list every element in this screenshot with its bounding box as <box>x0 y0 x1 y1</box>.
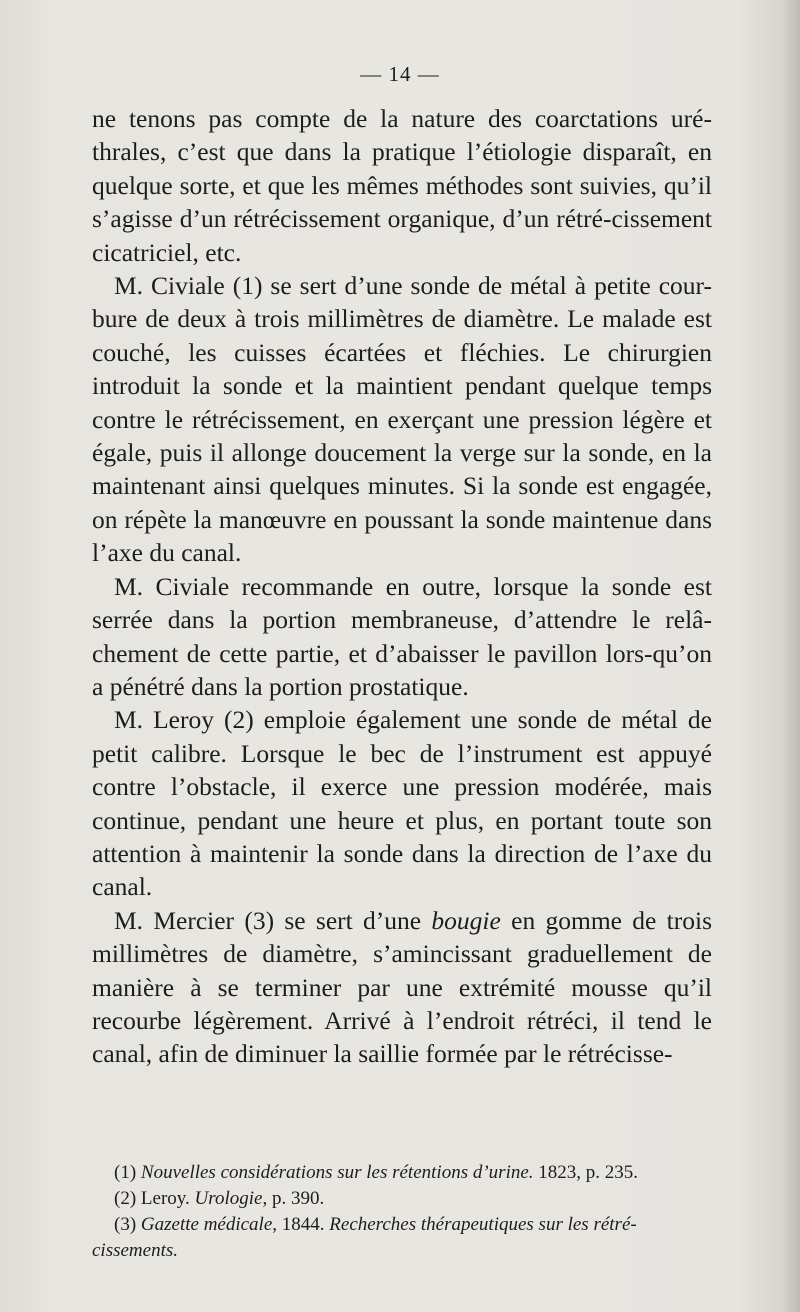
paragraph-5-end: en gomme de trois millimètres de diamètre, s’amincissant graduellement de manière à se terminer par une extrémité mousse qu’il recourbe légèrement. Arrivé à l’endroit rétréci, il tend le canal, afin de diminuer la saillie formée par le rétrécisse- <box>92 905 712 1069</box>
footnote-3 <box>92 1212 712 1264</box>
footnotes <box>92 1160 712 1264</box>
footnote-2-author: Leroy. <box>140 1188 195 1209</box>
footnote-3-middle: , 1844. <box>272 1214 330 1235</box>
footnote-3-number: (3) <box>114 1214 141 1235</box>
italic-term: bougie <box>431 905 501 935</box>
footnote-1-title: Nouvelles considérations sur les rétentions d’urine. <box>140 1162 534 1183</box>
paragraph-3: M. Civiale recommande en outre, lorsque la sonde est serrée dans la portion membraneuse, d’attendre le relâ-chement de cette partie, et d’abaisser le pavillon lors-qu’on a pénétré dans la portion prostatique. <box>92 571 712 701</box>
footnote-2-title: Urologie <box>194 1188 263 1209</box>
footnote-1-number: (1) <box>114 1162 141 1183</box>
footnote-2 <box>92 1186 712 1212</box>
footnote-1-rest: 1823, p. 235. <box>533 1162 639 1183</box>
footnote-3-title-2: Recherches thérapeutiques sur les rétré-cissements. <box>92 1214 637 1261</box>
page-number: — 14 — <box>360 62 440 86</box>
main-text <box>92 102 712 1071</box>
page-edge-shadow <box>782 0 800 1312</box>
paragraph-4: M. Leroy (2) emploie également une sonde de métal de petit calibre. Lorsque le bec de l’instrument est appuyé contre l’obstacle, il exerce une pression modérée, mais continue, pendant une heure et plus, en portant toute son attention à maintenir la sonde dans la direction de l’axe du canal. <box>92 705 712 902</box>
paragraph-5 <box>92 904 712 1071</box>
footnote-3-title: Gazette médicale <box>140 1214 273 1235</box>
footnote-2-number: (2) <box>114 1188 141 1209</box>
paragraph-2: M. Civiale (1) se sert d’une sonde de métal à petite cour-bure de deux à trois millimètres de diamètre. Le malade est couché, les cuisses écartées et fléchies. Le chirurgien introduit la sonde et la maintient pendant quelque temps contre le rétrécissement, en exerçant une pression légère et égale, puis il allonge doucement la verge sur la sonde, en la maintenant ainsi quelques minutes. Si la sonde est engagée, on répète la manœuvre en poussant la sonde maintenue dans l’axe du canal. <box>92 271 712 568</box>
footnote-2-rest: , p. 390. <box>262 1188 325 1209</box>
footnote-1 <box>92 1160 712 1186</box>
paragraph-5-start: M. Mercier (3) se sert d’une <box>114 905 432 935</box>
paragraph-1: ne tenons pas compte de la nature des coarctations uré-thrales, c’est que dans la pratique l’étiologie disparaît, en quelque sorte, et que les mêmes méthodes sont suivies, qu’il s’agisse d’un rétrécissement organique, d’un rétré-cissement cicatriciel, etc. <box>92 104 712 267</box>
